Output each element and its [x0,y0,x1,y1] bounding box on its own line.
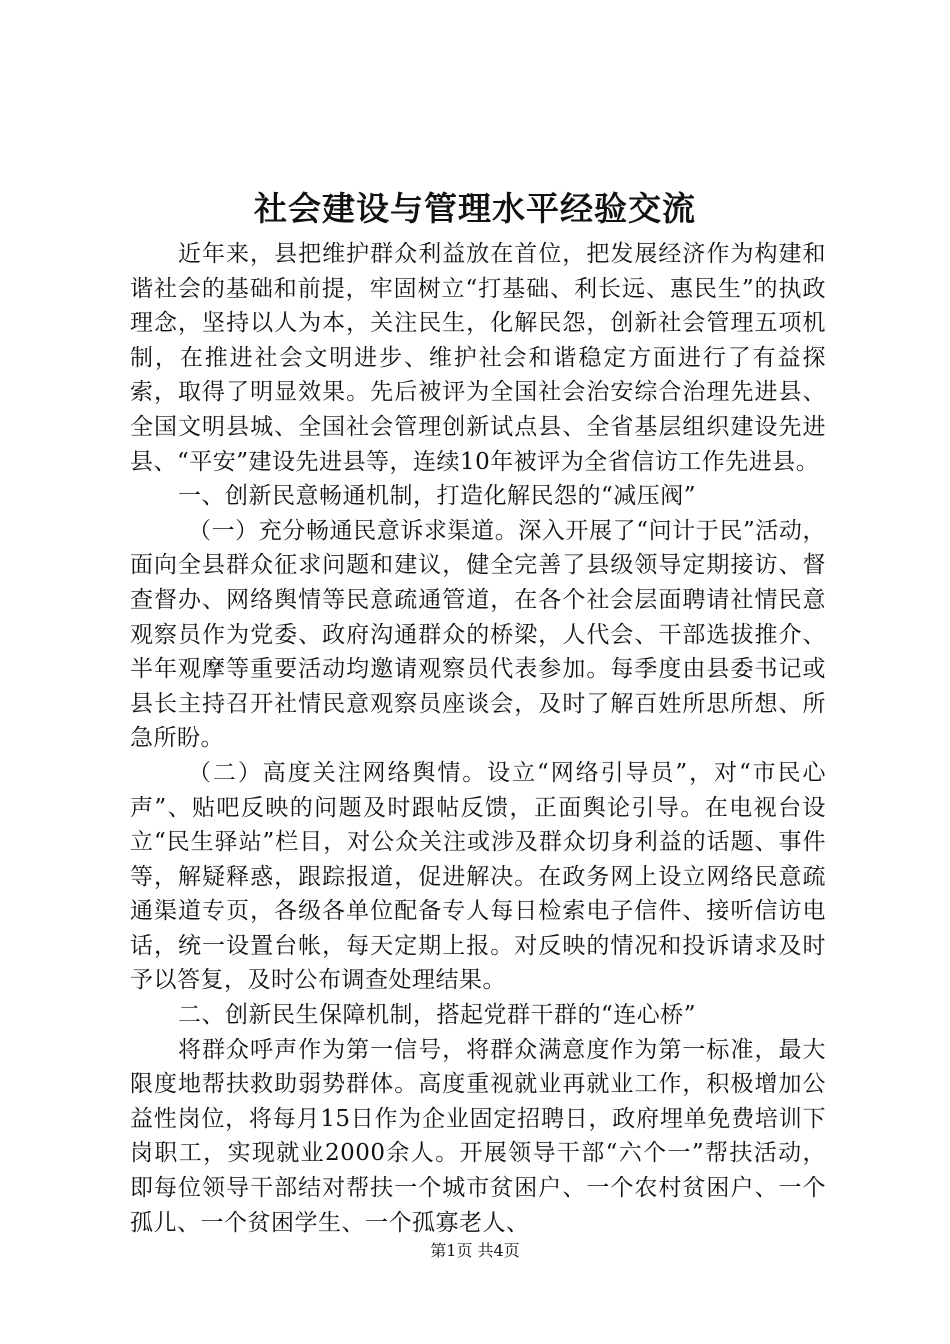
page-footer: 第1页 共4页 [430,1241,520,1260]
section-paragraph-2: 将群众呼声作为第一信号，将群众满意度作为第一标准，最大限度地帮扶救助弱势群体。高度重视就业再就业工作，积极增加公益性岗位，将每月15日作为企业固定招聘日，政府埋单免费培训下岗职工，实现就业2000余人。开展领导干部“六个一”帮扶活动，即每位领导干部结对帮扶一个城市贫困户、一个农村贫困户、一个孤儿、一个贫困学生、一个孤寡老人、 [130,1036,826,1236]
subsection-paragraph-1: （一）充分畅通民意诉求渠道。深入开展了“问计于民”活动，面向全县群众征求问题和建议，健全完善了县级领导定期接访、督查督办、网络舆情等民意疏通管道，在各个社会层面聘请社情民意观察员作为党委、政府沟通群众的桥梁，人代会、干部选拔推介、半年观摩等重要活动均邀请观察员代表参加。每季度由县委书记或县长主持召开社情民意观察员座谈会，及时了解百姓所思所想、所急所盼。 [130,517,826,752]
section-heading-1: 一、创新民意畅通机制，打造化解民怨的“减压阀” [178,483,697,510]
subsection-paragraph-2: （二）高度关注网络舆情。设立“网络引导员”，对“市民心声”、贴吧反映的问题及时跟帖反馈，正面舆论引导。在电视台设立“民生驿站”栏目，对公众关注或涉及群众切身利益的话题、事件等，解疑释惑，跟踪报道，促进解决。在政务网上设立网络民意疏通渠道专页，各级各单位配备专人每日检索电子信件、接听信访电话，统一设置台帐，每天定期上报。对反映的情况和投诉请求及时予以答复，及时公布调查处理结果。 [130,759,826,994]
intro-paragraph: 近年来，县把维护群众利益放在首位，把发展经济作为构建和谐社会的基础和前提，牢固树立“打基础、利长远、惠民生”的执政理念，坚持以人为本，关注民生，化解民怨，创新社会管理五项机制，在推进社会文明进步、维护社会和谐稳定方面进行了有益探索，取得了明显效果。先后被评为全国社会治安综合治理先进县、全国文明县城、全国社会管理创新试点县、全省基层组织建设先进县、“平安”建设先进县等，连续10年被评为全省信访工作先进县。 [130,241,826,475]
document-title: 社会建设与管理水平经验交流 [254,189,696,228]
document-body [130,237,826,1240]
section-heading-2: 二、创新民生保障机制，搭起党群干群的“连心桥” [178,1002,697,1029]
